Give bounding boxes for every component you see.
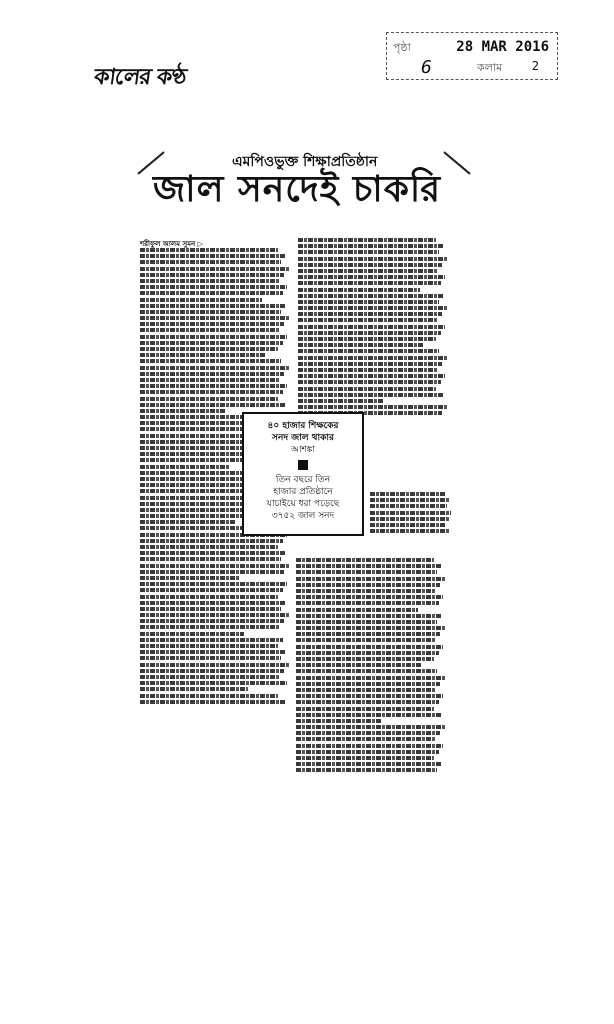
text-line-placeholder (140, 675, 280, 679)
text-line-placeholder (298, 368, 438, 372)
text-line-placeholder (140, 669, 284, 673)
text-line-placeholder (296, 682, 440, 686)
text-line-placeholder (140, 403, 286, 407)
text-line-placeholder (296, 688, 436, 692)
text-line-placeholder (298, 306, 447, 310)
text-line-placeholder (298, 349, 439, 353)
text-line-placeholder (298, 331, 441, 335)
text-line-placeholder (140, 347, 278, 351)
text-line-placeholder (140, 359, 281, 363)
text-line-placeholder (296, 750, 439, 754)
text-line-placeholder (370, 529, 450, 533)
text-line-placeholder (140, 465, 230, 469)
callout-line-1: ৪০ হাজার শিক্ষকের (267, 421, 339, 431)
text-line-placeholder (140, 681, 287, 685)
text-line-placeholder (140, 687, 248, 691)
callout-line-4: তিন বছরে তিন (275, 475, 331, 485)
text-line-placeholder (298, 257, 447, 261)
article-headline: জাল সনদেই চাকরি (152, 169, 442, 210)
text-line-placeholder (298, 294, 444, 298)
text-line-placeholder (140, 372, 284, 376)
text-line-placeholder (296, 657, 434, 661)
text-line-placeholder (140, 588, 283, 592)
text-line-placeholder (298, 393, 444, 397)
text-line-placeholder (140, 248, 278, 252)
stamp-page-label: পৃষ্ঠা (393, 41, 411, 54)
text-line-placeholder (140, 613, 289, 617)
text-line-placeholder (140, 632, 244, 636)
text-line-placeholder (296, 651, 439, 655)
text-line-placeholder (296, 744, 443, 748)
text-line-placeholder (296, 676, 445, 680)
text-line-placeholder (140, 650, 286, 654)
text-line-placeholder (140, 267, 289, 271)
text-line-placeholder (298, 399, 384, 403)
text-line-placeholder (140, 638, 283, 642)
text-line-placeholder (298, 300, 439, 304)
clipping-date-stamp (386, 32, 558, 80)
text-line-placeholder (296, 694, 443, 698)
text-line-placeholder (140, 273, 284, 277)
text-line-placeholder (298, 318, 438, 322)
callout-line-6: যাচাইয়ে ধরা পড়েছে (266, 499, 340, 509)
article-kicker: এমপিওভুক্ত শিক্ষাপ্রতিষ্ঠান (232, 154, 378, 170)
text-line-placeholder (140, 279, 280, 283)
text-line-placeholder (140, 656, 281, 660)
callout-bullet-icon (298, 460, 308, 470)
text-line-placeholder (140, 378, 280, 382)
article-callout-box (242, 412, 364, 536)
text-line-placeholder (298, 281, 441, 285)
text-line-placeholder (370, 523, 446, 527)
text-line-placeholder (140, 316, 289, 320)
text-line-placeholder (140, 663, 289, 667)
text-line-placeholder (298, 288, 420, 292)
text-line-placeholder (370, 498, 450, 502)
text-line-placeholder (140, 310, 281, 314)
text-line-placeholder (140, 341, 283, 345)
text-line-placeholder (140, 582, 287, 586)
text-line-placeholder (298, 238, 436, 242)
text-line-placeholder (296, 577, 445, 581)
text-line-placeholder (140, 366, 289, 370)
text-line-placeholder (140, 601, 286, 605)
text-line-placeholder (298, 263, 442, 267)
text-line-placeholder (298, 405, 447, 409)
text-line-placeholder (140, 625, 280, 629)
article-byline: শরীফুল আলম সুমন ▷ (140, 240, 203, 248)
stamp-column-label: কলাম (477, 61, 503, 74)
text-line-placeholder (296, 608, 418, 612)
callout-line-7: ৩৭৫২ জাল সনদ (271, 511, 335, 521)
text-line-placeholder (296, 614, 442, 618)
text-line-placeholder (296, 645, 443, 649)
text-line-placeholder (298, 362, 442, 366)
text-line-placeholder (296, 595, 443, 599)
text-line-placeholder (296, 663, 422, 667)
text-line-placeholder (140, 328, 280, 332)
text-line-placeholder (140, 644, 278, 648)
text-line-placeholder (296, 583, 440, 587)
text-line-placeholder (140, 384, 287, 388)
stamp-page-number: 6 (421, 57, 432, 78)
text-line-placeholder (140, 520, 235, 524)
callout-line-5: হাজার প্রতিষ্ঠানে (273, 487, 333, 497)
text-line-placeholder (296, 725, 445, 729)
text-line-placeholder (296, 589, 436, 593)
text-line-placeholder (298, 387, 436, 391)
text-line-placeholder (370, 492, 445, 496)
text-line-placeholder (298, 380, 441, 384)
text-line-placeholder (298, 325, 445, 329)
text-line-placeholder (296, 570, 437, 574)
text-line-placeholder (140, 557, 281, 561)
text-line-placeholder (140, 390, 283, 394)
text-line-placeholder (140, 595, 278, 599)
text-line-placeholder (296, 768, 437, 772)
text-line-placeholder (296, 762, 442, 766)
text-line-placeholder (296, 713, 442, 717)
text-line-placeholder (296, 756, 434, 760)
text-line-placeholder (298, 269, 438, 273)
text-line-placeholder (140, 397, 278, 401)
text-line-placeholder (298, 374, 445, 378)
text-line-placeholder (296, 700, 439, 704)
text-line-placeholder (296, 564, 442, 568)
text-line-placeholder (140, 545, 278, 549)
text-line-placeholder (140, 298, 262, 302)
text-line-placeholder (298, 343, 424, 347)
text-line-placeholder (140, 694, 278, 698)
callout-line-3: আশঙ্কা (290, 445, 316, 455)
text-line-placeholder (296, 737, 436, 741)
article-column-2-lower (370, 490, 452, 550)
text-line-placeholder (298, 244, 444, 248)
text-line-placeholder (140, 539, 283, 543)
text-line-placeholder (140, 254, 286, 258)
article-column-1 (140, 246, 290, 856)
text-line-placeholder (140, 409, 226, 413)
text-line-placeholder (140, 260, 281, 264)
text-line-placeholder (296, 638, 436, 642)
text-line-placeholder (298, 250, 439, 254)
text-line-placeholder (140, 607, 281, 611)
text-line-placeholder (298, 337, 436, 341)
text-line-placeholder (140, 335, 287, 339)
newspaper-masthead: কালের কণ্ঠ (92, 65, 188, 90)
stamp-column-number: 2 (531, 59, 539, 73)
text-line-placeholder (140, 322, 284, 326)
text-line-placeholder (296, 620, 437, 624)
text-line-placeholder (140, 285, 287, 289)
text-line-placeholder (140, 700, 286, 704)
text-line-placeholder (296, 558, 434, 562)
text-line-placeholder (296, 601, 439, 605)
text-line-placeholder (140, 304, 286, 308)
text-line-placeholder (296, 632, 440, 636)
text-line-placeholder (140, 619, 284, 623)
text-line-placeholder (298, 312, 442, 316)
text-line-placeholder (296, 669, 437, 673)
text-line-placeholder (370, 517, 449, 521)
text-line-placeholder (140, 551, 286, 555)
text-line-placeholder (296, 719, 382, 723)
text-line-placeholder (140, 570, 284, 574)
text-line-placeholder (296, 707, 434, 711)
text-line-placeholder (370, 511, 451, 515)
text-line-placeholder (298, 275, 445, 279)
text-line-placeholder (296, 731, 440, 735)
text-line-placeholder (140, 564, 289, 568)
article-column-3 (296, 556, 446, 846)
text-line-placeholder (140, 576, 239, 580)
text-line-placeholder (296, 626, 445, 630)
text-line-placeholder (370, 504, 447, 508)
text-line-placeholder (140, 291, 283, 295)
text-line-placeholder (298, 356, 447, 360)
text-line-placeholder (140, 353, 266, 357)
stamp-date: 28 MAR 2016 (456, 39, 549, 55)
callout-line-2: সনদ জাল থাকার (272, 433, 334, 443)
